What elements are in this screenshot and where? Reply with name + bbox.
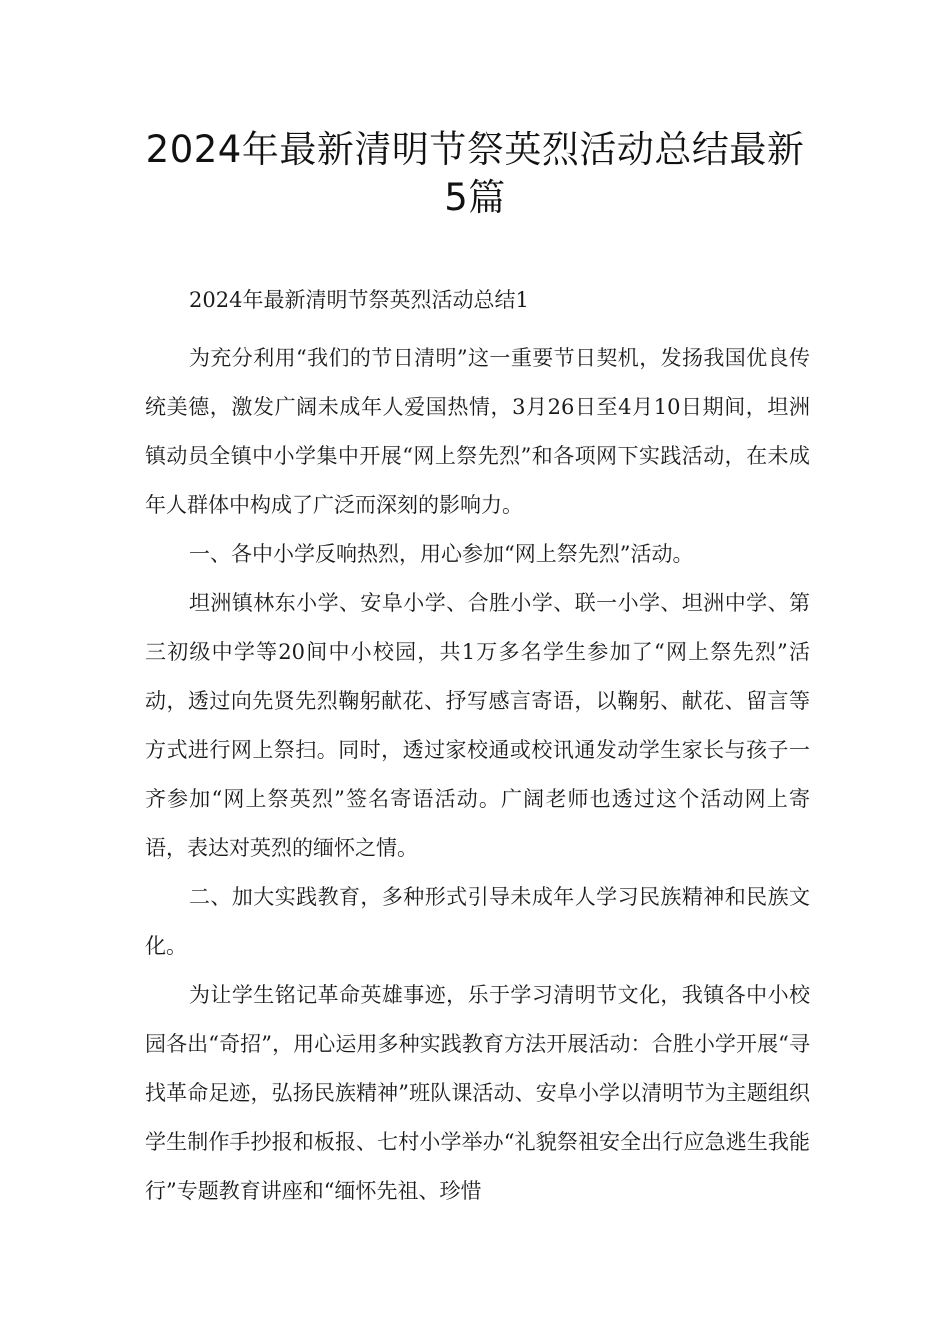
heading-section-2: 二、加大实践教育，多种形式引导未成年人学习民族精神和民族文化。 (145, 885, 810, 958)
document-title (120, 126, 830, 222)
paragraph-intro: 为充分利用“我们的节日清明”这一重要节日契机，发扬我国优良传统美德，激发广阔未成年人爱国热情，3月26日至4月10日期间，坦洲镇动员全镇中小学集中开展“网上祭先烈”和各项网下实践活动，在未成年人群体中构成了广泛而深刻的影响力。 (145, 346, 810, 517)
paragraph-section-2: 为让学生铭记革命英雄事迹，乐于学习清明节文化，我镇各中小校园各出“奇招”，用心运用多种实践教育方法开展活动：合胜小学开展“寻找革命足迹，弘扬民族精神”班队课活动、安阜小学以清明节为主题组织学生制作手抄报和板报、七村小学举办“礼貌祭祖安全出行应急逃生我能行”专题教育讲座和“缅怀先祖、珍惜 (145, 983, 810, 1203)
document-title-line-2: 5篇 (444, 176, 506, 219)
heading-section-1: 一、各中小学反响热烈，用心参加“网上祭先烈”活动。 (189, 542, 694, 566)
paragraph-section-1: 坦洲镇林东小学、安阜小学、合胜小学、联一小学、坦洲中学、第三初级中学等20间中小校园，共1万多名学生参加了“网上祭先烈”活动，透过向先贤先烈鞠躬献花、抒写感言寄语，以鞠躬、献花、留言等方式进行网上祭扫。同时，透过家校通或校讯通发动学生家长与孩子一齐参加“网上祭英烈”签名寄语活动。广阔老师也透过这个活动网上寄语，表达对英烈的缅怀之情。 (145, 591, 810, 860)
document-body (145, 285, 810, 1216)
document-title-line-1: 2024年最新清明节祭英烈活动总结最新 (145, 128, 805, 171)
section-subtitle: 2024年最新清明节祭英烈活动总结1 (189, 288, 529, 312)
